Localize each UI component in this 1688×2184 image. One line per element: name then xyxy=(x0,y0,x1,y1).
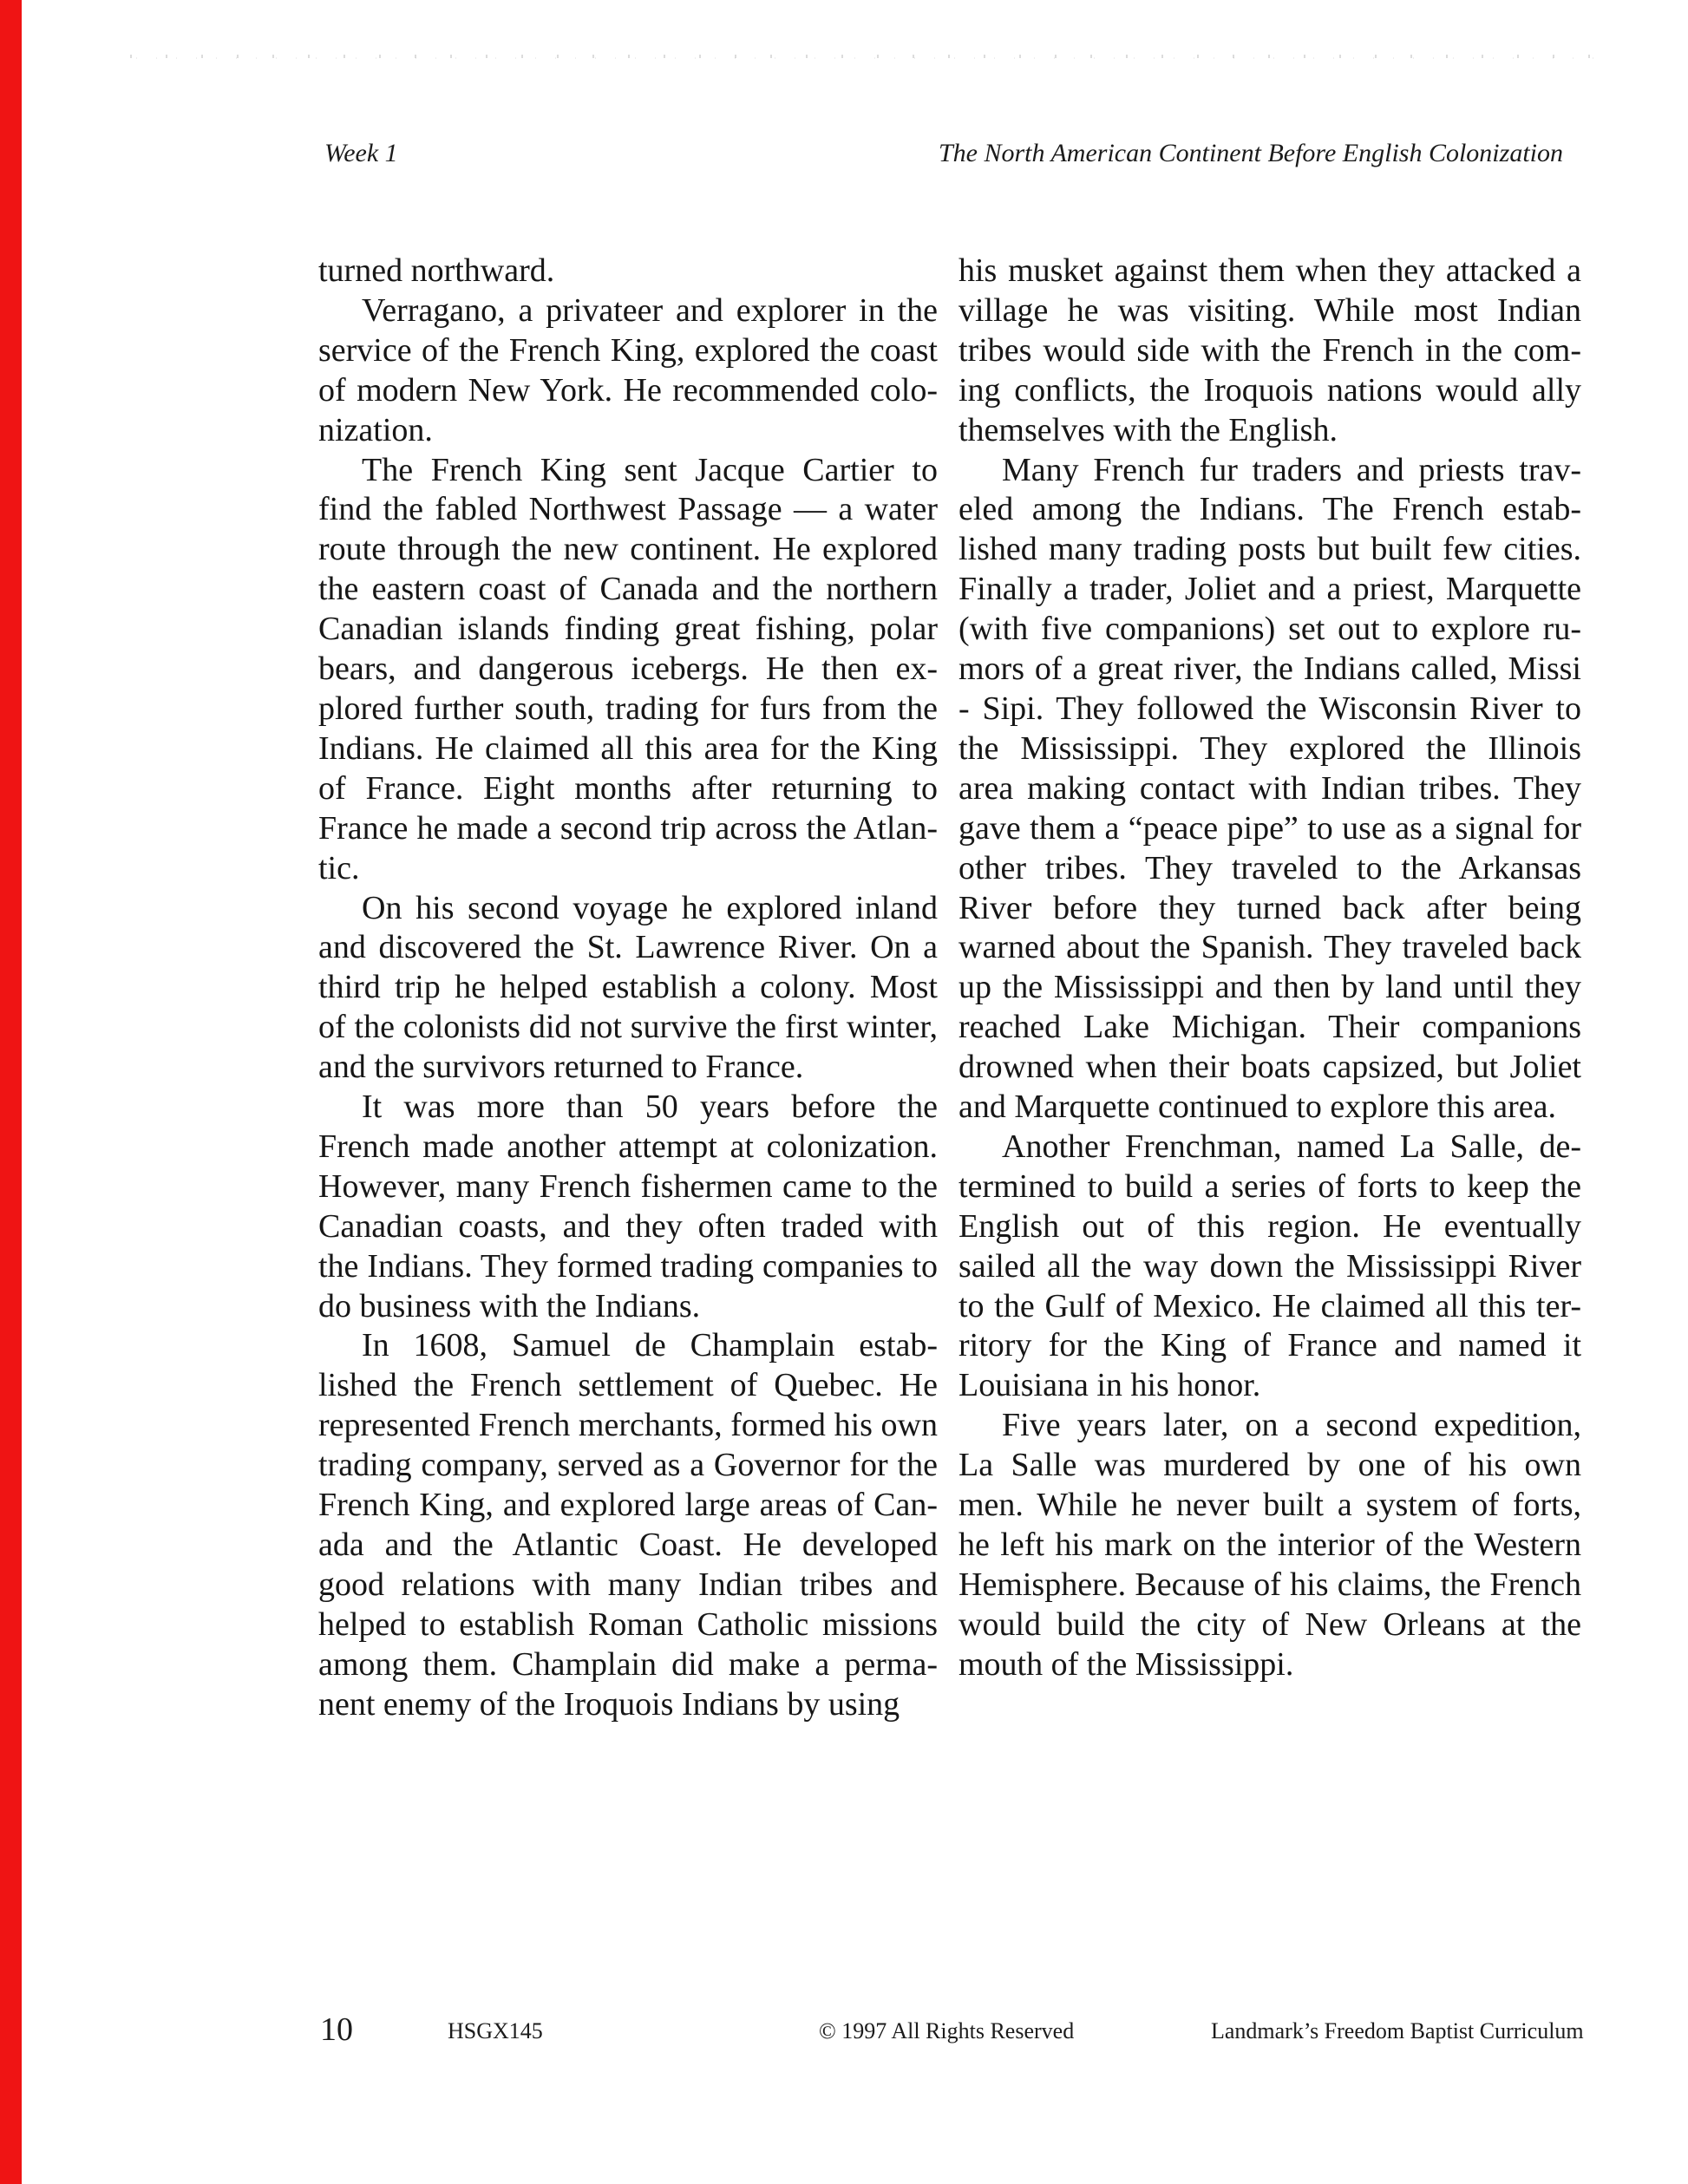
text-line: English out of this region. He eventually xyxy=(958,1207,1581,1245)
text-line: - Sipi. They followed the Wisconsin River to xyxy=(958,690,1581,727)
text-line: France he made a second trip across the Atlan- xyxy=(318,809,938,847)
paragraph xyxy=(318,1088,938,1326)
text-line: tic. xyxy=(318,849,360,886)
text-line: eled among the Indians. The French estab- xyxy=(958,491,1581,528)
text-line: reached Lake Michigan. Their companions xyxy=(958,1009,1581,1046)
page-number: 10 xyxy=(320,2011,353,2048)
text-line: of modern New York. He recommended colo- xyxy=(318,371,938,409)
footer-copyright: © 1997 All Rights Reserved xyxy=(819,2018,1075,2043)
right-text-column xyxy=(958,252,1581,1685)
text-line: (with five companions) set out to explore ru- xyxy=(958,611,1581,648)
text-line: the eastern coast of Canada and the northern xyxy=(318,571,938,608)
text-line: and discovered the St. Lawrence River. On a xyxy=(318,929,938,966)
paragraph xyxy=(958,1128,1581,1406)
paragraph xyxy=(958,252,1581,451)
text-line: trading company, served as a Governor for the xyxy=(318,1447,938,1484)
text-line: lished many trading posts but built few cities. xyxy=(958,531,1581,568)
text-line: third trip he helped establish a colony. Most xyxy=(318,969,938,1006)
text-line: and Marquette continued to explore this area. xyxy=(958,1089,1557,1126)
text-line: Canadian islands finding great fishing, polar xyxy=(318,611,938,648)
text-line: his musket against them when they attacked a xyxy=(958,252,1581,289)
text-line: nent enemy of the Iroquois Indians by using xyxy=(318,1685,900,1723)
text-line: In 1608, Samuel de Champlain estab- xyxy=(362,1327,938,1364)
text-line: themselves with the English. xyxy=(958,411,1338,448)
text-line: up the Mississippi and then by land until they xyxy=(958,969,1581,1006)
text-line: helped to establish Roman Catholic missions xyxy=(318,1605,938,1643)
text-line: the Indians. They formed trading companies to xyxy=(318,1247,938,1285)
text-line: La Salle was murdered by one of his own xyxy=(958,1447,1581,1484)
text-line: and the survivors returned to France. xyxy=(318,1049,804,1086)
text-line: turned northward. xyxy=(318,252,555,289)
footer-publisher: Landmark’s Freedom Baptist Curriculum xyxy=(1211,2018,1584,2043)
text-line: would build the city of New Orleans at the xyxy=(958,1605,1581,1643)
text-line: bears, and dangerous icebergs. He then ex- xyxy=(318,651,938,688)
text-line: French made another attempt at colonization. xyxy=(318,1128,938,1165)
footer-course-code: HSGX145 xyxy=(448,2018,543,2043)
text-line: Five years later, on a second expedition, xyxy=(1002,1407,1581,1444)
text-line: The French King sent Jacque Cartier to xyxy=(362,451,938,488)
text-line: route through the new continent. He explored xyxy=(318,531,938,568)
text-line: among them. Champlain did make a perma- xyxy=(318,1645,938,1683)
text-line: River before they turned back after being xyxy=(958,889,1581,926)
text-line: Louisiana in his honor. xyxy=(958,1367,1261,1404)
text-line: mors of a great river, the Indians called, Missi xyxy=(958,651,1581,688)
binding-edge-strip xyxy=(0,0,22,2184)
paragraph xyxy=(318,291,938,451)
paragraph xyxy=(318,1326,938,1724)
text-line: he left his mark on the interior of the Western xyxy=(958,1527,1581,1563)
running-header-right: The North American Continent Before English Colonization xyxy=(939,139,1563,167)
text-line: to the Gulf of Mexico. He claimed all this ter- xyxy=(958,1287,1581,1324)
text-line: Finally a trader, Joliet and a priest, Marquette xyxy=(958,571,1581,608)
paragraph xyxy=(318,451,938,889)
text-line: men. While he never built a system of forts, xyxy=(958,1487,1581,1524)
text-line: It was more than 50 years before the xyxy=(362,1089,938,1126)
text-line: sailed all the way down the Mississippi River xyxy=(958,1247,1581,1285)
paragraph xyxy=(958,1406,1581,1684)
text-line: Another Frenchman, named La Salle, de- xyxy=(1002,1128,1581,1165)
text-line: of the colonists did not survive the first winter, xyxy=(318,1009,938,1046)
text-line: village he was visiting. While most Indian xyxy=(958,291,1581,329)
text-line: Verragano, a privateer and explorer in the xyxy=(362,291,938,329)
text-line: warned about the Spanish. They traveled back xyxy=(958,929,1581,966)
text-line: Hemisphere. Because of his claims, the French xyxy=(958,1566,1581,1603)
text-line: ing conflicts, the Iroquois nations would ally xyxy=(958,371,1581,409)
text-line: the Mississippi. They explored the Illinois xyxy=(958,729,1581,767)
text-line: of France. Eight months after returning to xyxy=(318,769,938,807)
text-line: ada and the Atlantic Coast. He developed xyxy=(318,1527,938,1563)
text-line: French King, and explored large areas of Can- xyxy=(318,1487,938,1524)
text-line: On his second voyage he explored inland xyxy=(362,889,938,926)
paragraph xyxy=(318,889,938,1089)
text-line: represented French merchants, formed his own xyxy=(318,1407,938,1444)
left-text-column xyxy=(318,252,938,1725)
text-line: However, many French fishermen came to the xyxy=(318,1167,938,1205)
text-line: Many French fur traders and priests trav- xyxy=(1002,451,1581,488)
text-line: Indians. He claimed all this area for the King xyxy=(318,729,938,767)
text-line: gave them a “peace pipe” to use as a signal for xyxy=(958,809,1581,847)
text-line: ritory for the King of France and named it xyxy=(958,1327,1581,1364)
text-line: mouth of the Mississippi. xyxy=(958,1645,1294,1683)
paragraph xyxy=(958,451,1581,1128)
text-line: nization. xyxy=(318,411,433,448)
text-line: area making contact with Indian tribes. They xyxy=(958,769,1581,807)
text-line: lished the French settlement of Quebec. He xyxy=(318,1367,938,1404)
text-line: termined to build a series of forts to keep the xyxy=(958,1167,1581,1205)
text-line: find the fabled Northwest Passage — a water xyxy=(318,491,938,528)
text-line: drowned when their boats capsized, but Joliet xyxy=(958,1049,1581,1086)
scan-noise-artifact xyxy=(130,52,1605,61)
text-line: plored further south, trading for furs from the xyxy=(318,690,938,727)
text-line: good relations with many Indian tribes and xyxy=(318,1566,938,1603)
text-line: do business with the Indians. xyxy=(318,1287,701,1324)
paragraph xyxy=(318,252,938,291)
text-line: service of the French King, explored the coast xyxy=(318,331,938,369)
text-line: other tribes. They traveled to the Arkansas xyxy=(958,849,1581,886)
running-header-left: Week 1 xyxy=(324,139,398,167)
text-line: tribes would side with the French in the com- xyxy=(958,331,1581,369)
text-line: Canadian coasts, and they often traded with xyxy=(318,1207,938,1245)
